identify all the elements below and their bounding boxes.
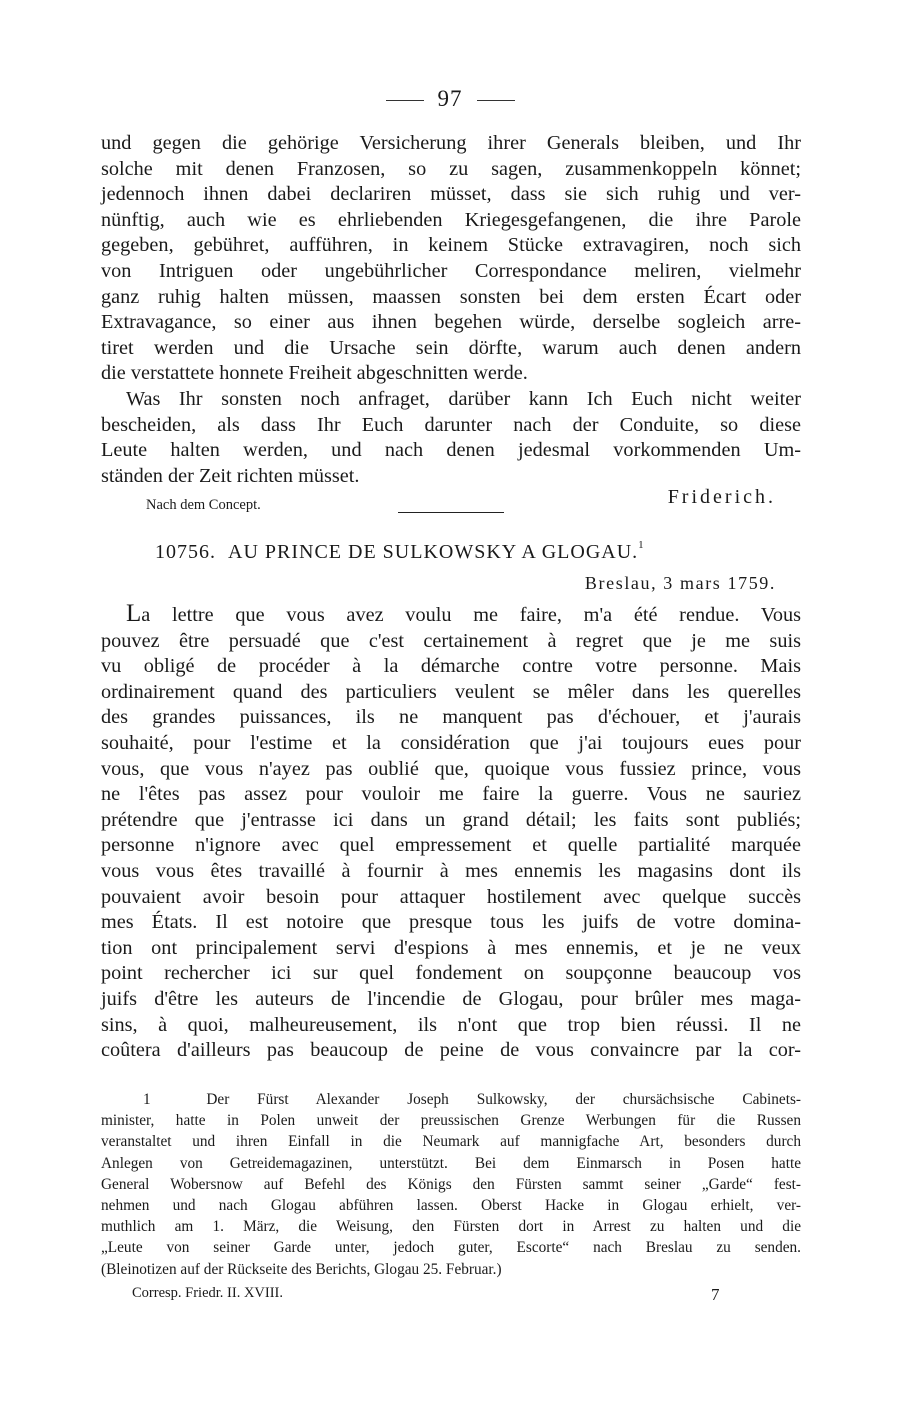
footnote-line: „Leute von seiner Garde unter, jedoch guter, Escorte“ nach Breslau zu senden.: [101, 1239, 801, 1257]
text-line: bescheiden, als dass Ihr Euch darunter nach der Conduite, so diese: [101, 413, 801, 436]
letter-title: AU PRINCE DE SULKOWSKY A GLOGAU.: [228, 541, 639, 563]
text-line: Was Ihr sonsten noch anfraget, darüber kann Ich Euch nicht weiter: [126, 388, 801, 410]
page-number: 97: [437, 86, 463, 111]
footnote-line: General Wobersnow auf Befehl des Königs den Fürsten sammt seiner „Garde“ fest-: [101, 1175, 801, 1193]
text-line: sins, à quoi, malheureusement, ils n'ont que trop bien réussi. Il ne: [101, 1013, 801, 1036]
letter-number: 10756.: [155, 541, 216, 563]
dateline: Breslau, 3 mars 1759.: [584, 573, 776, 593]
text-line: gegeben, gebühret, aufführen, in keinem Stücke extravagiren, noch sich: [101, 234, 801, 257]
header-dash-left: [386, 100, 424, 101]
footnote-number: 1: [143, 1091, 151, 1108]
text-line: ganz ruhig halten müssen, maassen sonsten bei dem ersten Écart oder: [101, 285, 801, 308]
footnote-line: nehmen und nach Glogau abführen lassen. Oberst Hacke in Glogau erhielt, ver-: [101, 1197, 801, 1215]
text-line: ordinairement quand des particuliers veulent se mêler dans les querelles: [101, 680, 801, 703]
text-line: des grandes puissances, ils ne manquent pas d'échouer, et j'aurais: [101, 706, 801, 729]
page-footer: [101, 1285, 801, 1309]
footnote: [101, 1089, 801, 1280]
text-line: coûtera d'ailleurs pas beaucoup de peine de vous convaincre par la cor-: [101, 1039, 801, 1062]
paragraph-closing-order: [101, 131, 801, 387]
text-line: vous vous êtes travaillé à fournir à mes ennemis les magasins dont ils: [101, 859, 801, 882]
text-line: personne n'ignore avec quel empressement et quelle partialité marquée: [101, 834, 801, 857]
text-line: ne l'êtes pas assez pour vouloir me faire la guerre. Vous ne sauriez: [101, 783, 801, 806]
text-line-first: [101, 601, 801, 629]
text-line: pouvaient avoir besoin pour attaquer hostilement avec quelque succès: [101, 885, 801, 908]
text-line: vous, que vous n'ayez pas oublié que, quoique vous fussiez prince, vous: [101, 757, 801, 780]
text-line: die verstattete honnete Freiheit abgeschnitten werde.: [101, 362, 528, 385]
section-divider: [398, 512, 504, 513]
text-line: pouvez être persuadé que c'est certainement à regret que je me suis: [101, 629, 801, 652]
text-line: vu obligé de procéder à la démarche contre votre personne. Mais: [101, 655, 801, 678]
footnote-line: minister, hatte in Polen unweit der preussischen Grenze Werbungen für die Russen: [101, 1112, 801, 1130]
source-note: Nach dem Concept.: [146, 497, 261, 513]
letter-body: [101, 601, 801, 1064]
signature: Friderich.: [667, 486, 776, 508]
paragraph-final-instruction: [101, 387, 801, 489]
first-line-text: a lettre que vous avez voulu me faire, m'a été rendue. Vous: [141, 604, 801, 626]
text-line: juifs d'être les auteurs de l'incendie de Glogau, pour brûler mes maga-: [101, 987, 801, 1010]
footnote-line: veranstaltet und ihren Einfall in die Neumark auf mannigfache Art, besonders durch: [101, 1133, 801, 1151]
footnote-text: Der Fürst Alexander Joseph Sulkowsky, der chursächsische Cabinets-: [206, 1091, 801, 1108]
text-line: ständen der Zeit richten müsset.: [101, 464, 360, 487]
text-line: point rechercher ici sur quel fondement on soupçonne beaucoup vos: [101, 962, 801, 985]
text-line: prétendre que j'entrasse ici dans un grand détail; les faits sont publiés;: [101, 808, 801, 831]
text-line: von Intriguen oder ungebührlicher Correspondance meliren, vielmehr: [101, 259, 801, 282]
letter-heading: [155, 541, 645, 564]
text-line: solche mit denen Franzosen, so zu sagen, zusammenkoppeln könnet;: [101, 157, 801, 180]
text-line: souhaité, pour l'estime et la considération que j'ai toujours eues pour: [101, 731, 801, 754]
text-line: tion ont principalement servi d'espions à mes ennemis, et je ne veux: [101, 936, 801, 959]
text-line: und gegen die gehörige Versicherung ihrer Generals bleiben, und Ihr: [101, 132, 801, 154]
text-line: Leute halten werden, und nach denen jedesmal vorkommenden Um-: [101, 439, 801, 462]
footnote-line: muthlich am 1. März, die Weisung, den Fürsten dort in Arrest zu halten und die: [101, 1218, 801, 1236]
footnote-line-first: [101, 1089, 801, 1110]
text-line: nünftig, auch wie es ehrliebenden Kriegesgefangenen, die ihre Parole: [101, 208, 801, 231]
footnote-marker: 1: [638, 539, 645, 551]
header-dash-right: [477, 100, 515, 101]
text-line: tiret werden und die Ursache sein dörfte, warum auch denen andern: [101, 336, 801, 359]
text-line: jedennoch ihnen dabei declariren müsset, dass sie sich ruhig und ver-: [101, 183, 801, 206]
sheet-number: 7: [711, 1285, 720, 1304]
text-line: Extravagance, so einer aus ihnen begehen würde, derselbe sogleich arre-: [101, 311, 801, 334]
initial-letter: L: [126, 600, 142, 627]
footnote-line: Anlegen von Getreidemagazinen, unterstützt. Bei dem Einmarsch in Posen hatte: [101, 1154, 801, 1172]
page-header: [0, 86, 900, 112]
text-line: mes États. Il est notoire que presque tous les juifs de votre domina-: [101, 911, 801, 934]
series-title: Corresp. Friedr. II. XVIII.: [132, 1285, 284, 1301]
footnote-line: (Bleinotizen auf der Rückseite des Berichts, Glogau 25. Februar.): [101, 1260, 502, 1278]
